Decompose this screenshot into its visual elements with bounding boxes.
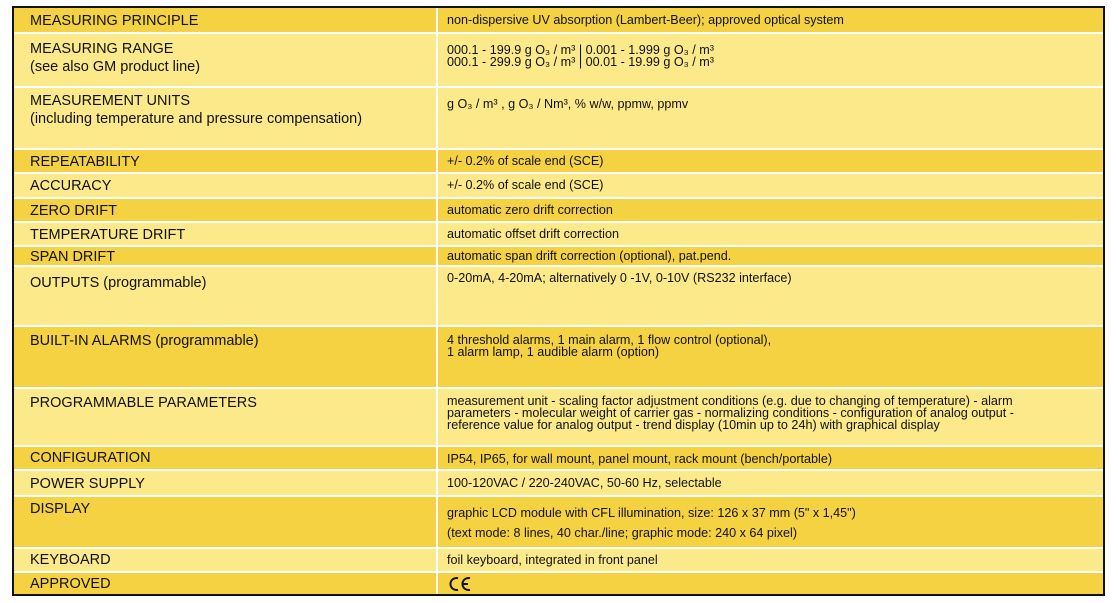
spec-label: POWER SUPPLY: [14, 471, 436, 495]
row-repeatability: [14, 150, 1103, 172]
spec-label: KEYBOARD: [14, 549, 436, 571]
spec-value: automatic span drift correction (optional), pat.pend.: [438, 247, 1103, 265]
spec-label: ACCURACY: [14, 174, 436, 197]
row-built-in-alarms: [14, 327, 1103, 387]
spec-value: measurement unit - scaling factor adjustment conditions (e.g. due to changing of temperature) - alarm parameters - molecular weight of carrier gas - normalizing conditions - configuration of analog output - reference value for analog output - trend display (10min up to 24h) with graphical display: [438, 389, 1103, 445]
row-display: [14, 497, 1103, 547]
row-keyboard: [14, 549, 1103, 571]
spec-value: 0-20mA, 4-20mA; alternatively 0 -1V, 0-10V (RS232 interface): [438, 267, 1103, 325]
row-programmable-parameters: [14, 389, 1103, 445]
row-measurement-units: [14, 88, 1103, 148]
spec-value: +/- 0.2% of scale end (SCE): [438, 174, 1103, 197]
row-accuracy: [14, 174, 1103, 197]
spec-value: +/- 0.2% of scale end (SCE): [438, 150, 1103, 172]
spec-value: 4 threshold alarms, 1 main alarm, 1 flow control (optional), 1 alarm lamp, 1 audible alarm (option): [438, 327, 1103, 387]
row-approved: [14, 573, 1103, 594]
row-power-supply: [14, 471, 1103, 495]
spec-value: graphic LCD module with CFL illumination, size: 126 x 37 mm (5" x 1,45") (text mode: 8 lines, 40 char./line; graphic mode: 240 x 64 pixel): [438, 497, 1103, 547]
spec-value: g O₃ / m³ , g O₃ / Nm³, % w/w, ppmw, ppmv: [438, 88, 1103, 148]
row-temperature-drift: [14, 223, 1103, 245]
row-measuring-range: [14, 34, 1103, 86]
spec-table: [12, 6, 1105, 596]
ce-mark-icon: [447, 576, 473, 592]
spec-value: [438, 573, 1103, 594]
spec-label: CONFIGURATION: [14, 447, 436, 469]
row-span-drift: [14, 247, 1103, 265]
spec-value: automatic offset drift correction: [438, 223, 1103, 245]
row-measuring-principle: [14, 8, 1103, 32]
spec-value: automatic zero drift correction: [438, 199, 1103, 221]
spec-value: 100-120VAC / 220-240VAC, 50-60 Hz, selectable: [438, 471, 1103, 495]
spec-label: TEMPERATURE DRIFT: [14, 223, 436, 245]
spec-label: MEASURING RANGE (see also GM product line): [14, 34, 436, 86]
spec-label: MEASURING PRINCIPLE: [14, 8, 436, 32]
spec-label: BUILT-IN ALARMS (programmable): [14, 327, 436, 387]
row-outputs: [14, 267, 1103, 325]
row-configuration: [14, 447, 1103, 469]
spec-value: IP54, IP65, for wall mount, panel mount, rack mount (bench/portable): [438, 447, 1103, 469]
spec-label: REPEATABILITY: [14, 150, 436, 172]
spec-value: foil keyboard, integrated in front panel: [438, 549, 1103, 571]
row-zero-drift: [14, 199, 1103, 221]
spec-label: OUTPUTS (programmable): [14, 267, 436, 325]
spec-label: PROGRAMMABLE PARAMETERS: [14, 389, 436, 445]
spec-value: non-dispersive UV absorption (Lambert-Beer); approved optical system: [438, 8, 1103, 32]
spec-label: ZERO DRIFT: [14, 199, 436, 221]
spec-label: MEASUREMENT UNITS (including temperature and pressure compensation): [14, 88, 436, 148]
spec-label: SPAN DRIFT: [14, 247, 436, 265]
spec-label: DISPLAY: [14, 497, 436, 547]
spec-value: 000.1 - 199.9 g O₃ / m³ | 0.001 - 1.999 g O₃ / m³ 000.1 - 299.9 g O₃ / m³ | 00.01 - 19.99 g O₃ / m³: [438, 34, 1103, 86]
spec-label: APPROVED: [14, 573, 436, 594]
